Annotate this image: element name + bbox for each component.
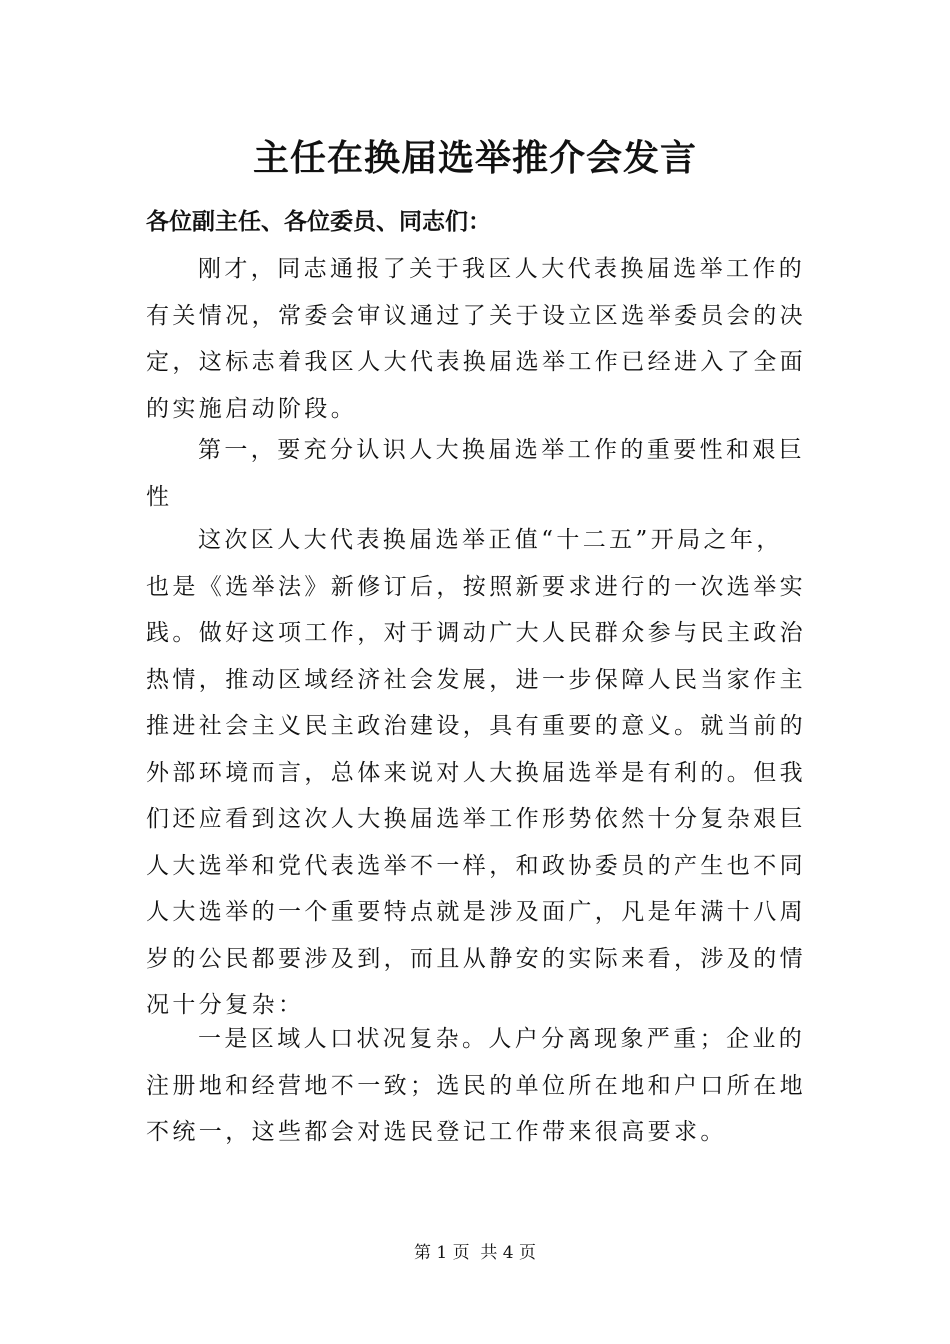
paragraph-line: 人大选举和党代表选举不一样，和政协委员的产生也不同: [146, 852, 806, 879]
paragraph-line: 推进社会主义民主政治建设，具有重要的意义。就当前的: [146, 713, 806, 739]
document-title: 主任在换届选举推介会发言: [252, 137, 697, 179]
paragraph-line: 定，这标志着我区人大代表换届选举工作已经进入了全面: [146, 349, 806, 375]
paragraph-line: 这次区人大代表换届选举正值“十二五”开局之年，: [198, 527, 783, 553]
salutation: 各位副主任、各位委员、同志们：: [146, 208, 491, 235]
paragraph-line: 人大选举的一个重要特点就是涉及面广，凡是年满十八周: [146, 899, 806, 925]
paragraph-line: 们还应看到这次人大换届选举工作形势依然十分复杂艰巨: [146, 806, 806, 832]
paragraph-line: 也是《选举法》新修订后，按照新要求进行的一次选举实: [146, 573, 806, 600]
paragraph-line: 不统一，这些都会对选民登记工作带来很高要求。: [146, 1119, 727, 1145]
paragraph-line: 践。做好这项工作，对于调动广大人民群众参与民主政治: [146, 620, 806, 646]
paragraph-line: 外部环境而言，总体来说对人大换届选举是有利的。但我: [146, 759, 806, 786]
paragraph-line: 岁的公民都要涉及到，而且从静安的实际来看，涉及的情: [146, 945, 806, 972]
paragraph-4: [146, 1016, 808, 1156]
paragraph-line: 有关情况，常委会审议通过了关于设立区选举委员会的决: [146, 302, 806, 329]
paragraph-line: 第一，要充分认识人大换届选举工作的重要性和艰巨: [198, 437, 806, 463]
paragraph-3: [146, 517, 808, 1029]
paragraph-line: 热情，推动区域经济社会发展，进一步保障人民当家作主: [146, 666, 806, 693]
paragraph-line: 况十分复杂：: [146, 992, 305, 1018]
paragraph-1: [146, 246, 808, 432]
page-number-footer: 第 1 页 共 4 页: [413, 1243, 537, 1263]
paragraph-line: 一是区域人口状况复杂。人户分离现象严重；企业的: [198, 1026, 806, 1052]
paragraph-line: 的实施启动阶段。: [146, 395, 358, 422]
paragraph-line: 性: [146, 483, 173, 510]
paragraph-2: [146, 427, 808, 520]
paragraph-line: 注册地和经营地不一致；选民的单位所在地和户口所在地: [146, 1072, 806, 1099]
paragraph-line: 刚才，同志通报了关于我区人大代表换届选举工作的: [198, 256, 806, 282]
